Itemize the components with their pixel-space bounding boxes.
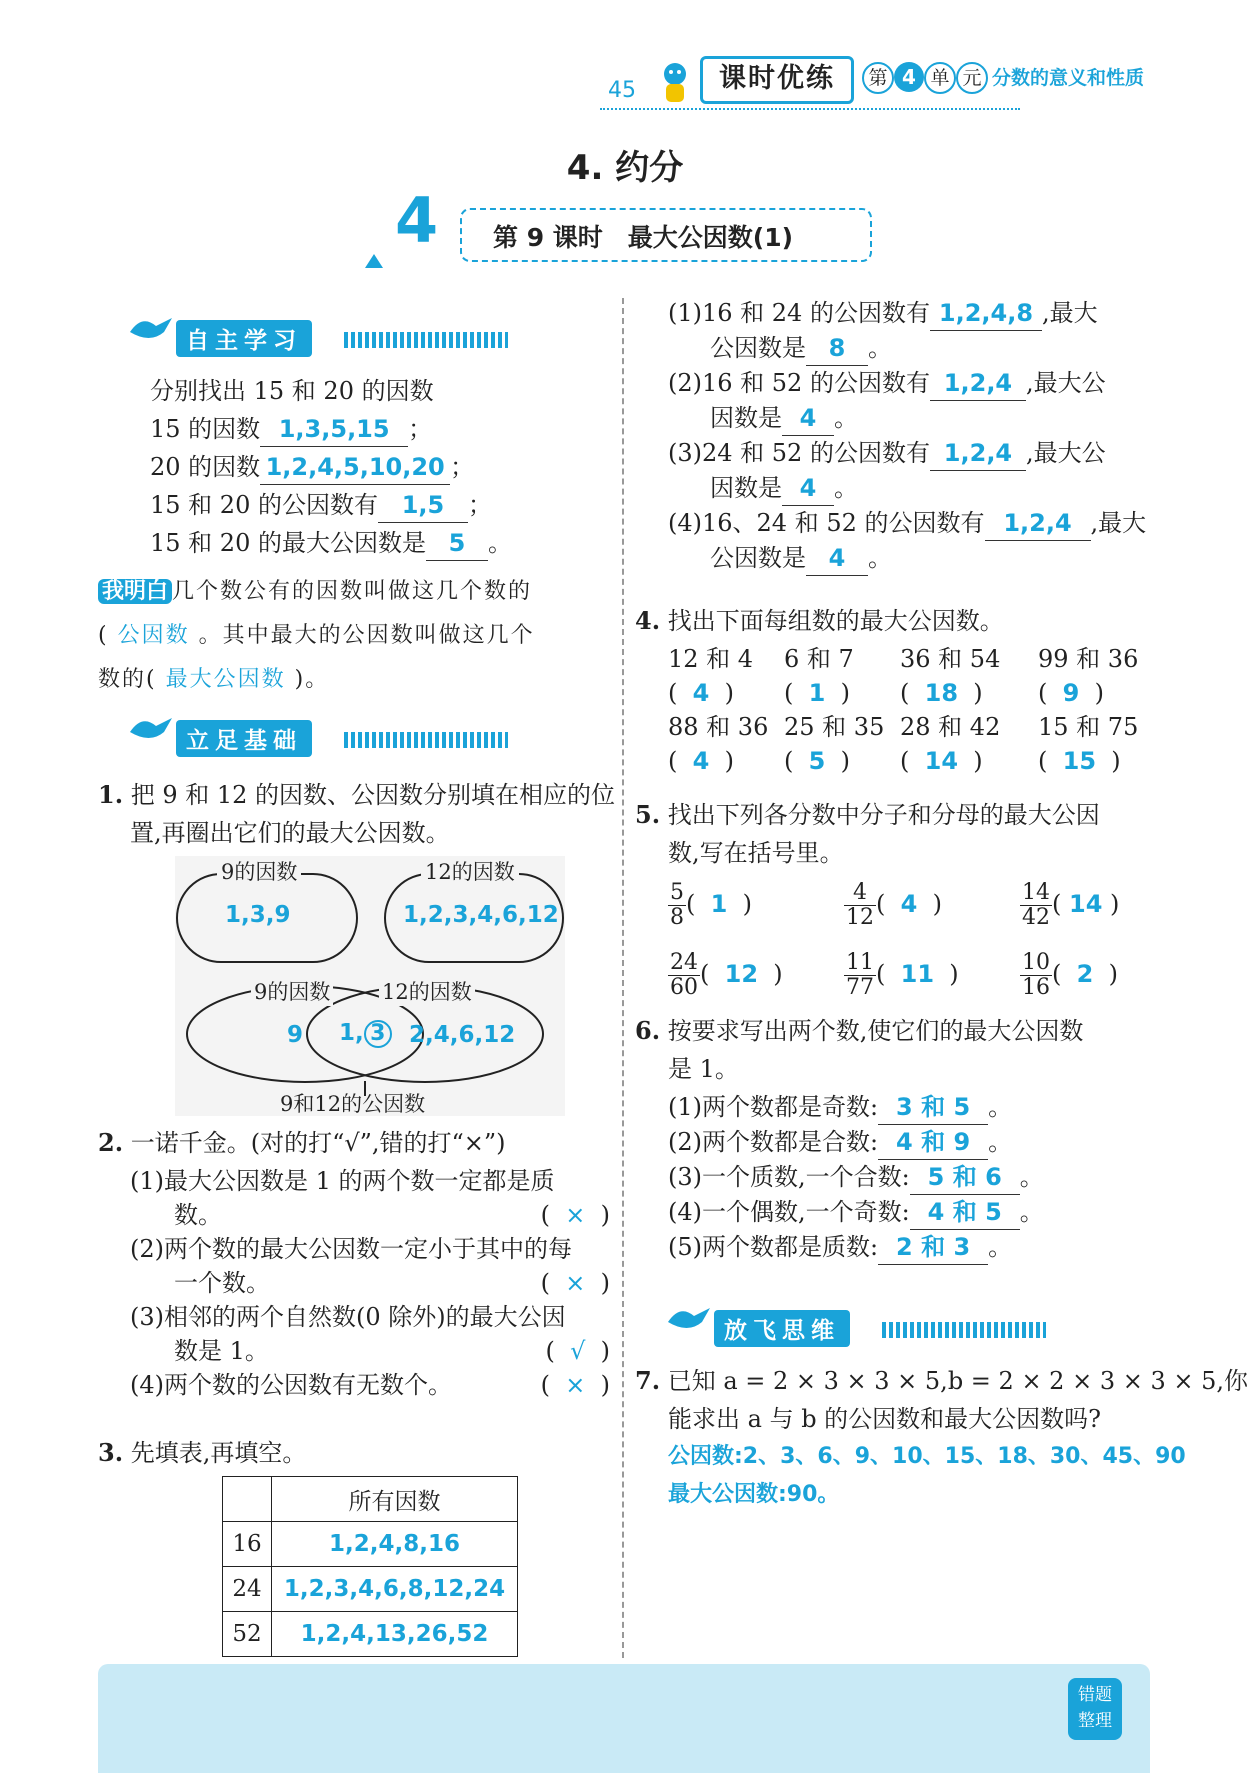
lesson-banner xyxy=(365,184,880,268)
q5-text: 5. 找出下列各分数中分子和分母的最大公因 xyxy=(635,800,1100,829)
venn-left-only: 9 xyxy=(287,1022,304,1048)
venn-caption: 9和12的公因数 xyxy=(280,1092,426,1116)
q6-text-2: 是 1。 xyxy=(668,1055,739,1083)
set9-label: 9的因数 xyxy=(217,856,301,886)
q1-diagram xyxy=(175,856,565,1116)
mistake-notes-area xyxy=(98,1664,1150,1773)
section-title: 4. 约分 xyxy=(566,148,684,188)
venn-right-only: 2,4,6,12 xyxy=(409,1022,516,1048)
q4-grid: 12 和 4 6 和 7 36 和 54 99 和 36 ( 4 ) ( 1 ) ( 18 ) ( 9 ) 88 和 36 25 和 35 28 和 42 15 和 75 ( 4 ) ( 5 ) ( 14 ) ( 15 ) xyxy=(668,645,1139,775)
mascot-icon xyxy=(655,60,695,104)
q3-title: 3. 先填表,再填空。 xyxy=(98,1438,307,1467)
self-study-row-2: 20 的因数 1,2,4,5,10,20 ； xyxy=(150,450,474,485)
q7-answer-1: 公因数:2、3、6、9、10、15、18、30、45、90 xyxy=(668,1444,1186,1469)
brand-tag: 课时优练 xyxy=(700,56,854,104)
venn-left-label: 9的因数 xyxy=(251,976,333,1006)
understand-block: 我明白 几个数公有的因数叫做这几个数的 ( 公因数 。其中最大的公因数叫做这几个 数的( 最大公因数 )。 xyxy=(98,579,535,692)
thinking-banner: 放飞思维 xyxy=(636,1292,1046,1356)
set12-label: 12的因数 xyxy=(421,856,519,886)
q3-subquestions: (1)16 和 24 的公因数有 1,2,4,8 ,最大 公因数是 8 。 (2)16 和 52 的公因数有 1,2,4 ,最大公 因数是 4 。 (3)24 和 52 的公因数有 1,2,4 ,最大公 因数是 4 。 (4)16、24 和 52 的公因数有 1,2,4 ,最大 公因数是 4 。 xyxy=(668,296,1148,576)
understand-badge: 我明白 xyxy=(98,579,172,604)
q1-text-2: 置,再圈出它们的最大公因数。 xyxy=(130,819,450,847)
self-study-banner: 自主学习 xyxy=(98,302,508,366)
q2-items: (1)最大公因数是 1 的两个数一定都是质 数。 ( × ) (2)两个数的最大公因数一定小于其中的每 一个数。 ( × ) (3)相邻的两个自然数(0 除外)的最大公因 数是 1。 ( √ ) (4)两个数的公因数有无数个。 ( × ) xyxy=(130,1167,610,1399)
gcf-circle: 3 xyxy=(364,1020,392,1048)
self-study-row-3: 15 和 20 的公因数有 1,5 ； xyxy=(150,488,492,523)
basics-banner: 立足基础 xyxy=(98,702,508,766)
q6-items: (1)两个数都是奇数: 3 和 5 。 (2)两个数都是合数: 4 和 9 。 (3)一个质数,一个合数: 5 和 6 。 (4)一个偶数,一个奇数: 4 和 5 。 (5)两个数都是质数: 2 和 3 。 xyxy=(668,1090,1138,1265)
q7-text-2: 能求出 a 与 b 的公因数和最大公因数吗? xyxy=(668,1405,1102,1433)
page-number: 45 xyxy=(608,78,636,103)
venn-common: 1, 3 xyxy=(339,1020,392,1048)
self-study-row-4: 15 和 20 的最大公因数是 5 。 xyxy=(150,526,512,561)
lesson-title: 第 9 课时 最大公因数(1) xyxy=(493,223,794,252)
q7-text: 7. 已知 a = 2 × 3 × 3 × 5,b = 2 × 2 × 3 × 3 × 5,你 xyxy=(635,1366,1248,1395)
q5-text-2: 数,写在括号里。 xyxy=(668,839,844,867)
self-study-intro: 分别找出 15 和 20 的因数 xyxy=(150,377,434,405)
page-header xyxy=(600,52,1150,112)
venn-right-label: 12的因数 xyxy=(379,976,475,1006)
q1-text: 1. 把 9 和 12 的因数、公因数分别填在相应的位 xyxy=(98,780,616,809)
set9-values: 1,3,9 xyxy=(225,902,291,928)
q3-table: 所有因数 16 1,2,4,8,16 24 1,2,3,4,6,8,12,24 52 1,2,4,13,26,52 xyxy=(222,1476,518,1657)
q6-text: 6. 按要求写出两个数,使它们的最大公因数 xyxy=(635,1016,1084,1045)
q2-title: 2. 一诺千金。(对的打“√”,错的打“×”) xyxy=(98,1128,506,1157)
set12-values: 1,2,3,4,6,12 xyxy=(403,902,559,928)
self-study-row-1: 15 的因数 1,3,5,15 ； xyxy=(150,412,432,447)
unit-indicator: 第 4 单 元 分数的意义和性质 xyxy=(862,62,1144,96)
q4-title: 4. 找出下面每组数的最大公因数。 xyxy=(635,606,1004,635)
lesson-badge: 4 xyxy=(395,184,439,257)
mistake-notes-badge: 错题 整理 xyxy=(1068,1678,1122,1740)
q5-fractions: $\frac{5}{8}$ ( 1 ) $\frac{4}{12}$ ( 4 ) $\frac{14}{42}$ ( 14 ) $\frac{24}{60}$ ( 12 ) $\frac{11}{77}$ ( 11 ) $\frac{10}{16}$ ( 2 ) xyxy=(670,880,1120,1000)
q7-answer-2: 最大公因数:90。 xyxy=(668,1482,840,1507)
